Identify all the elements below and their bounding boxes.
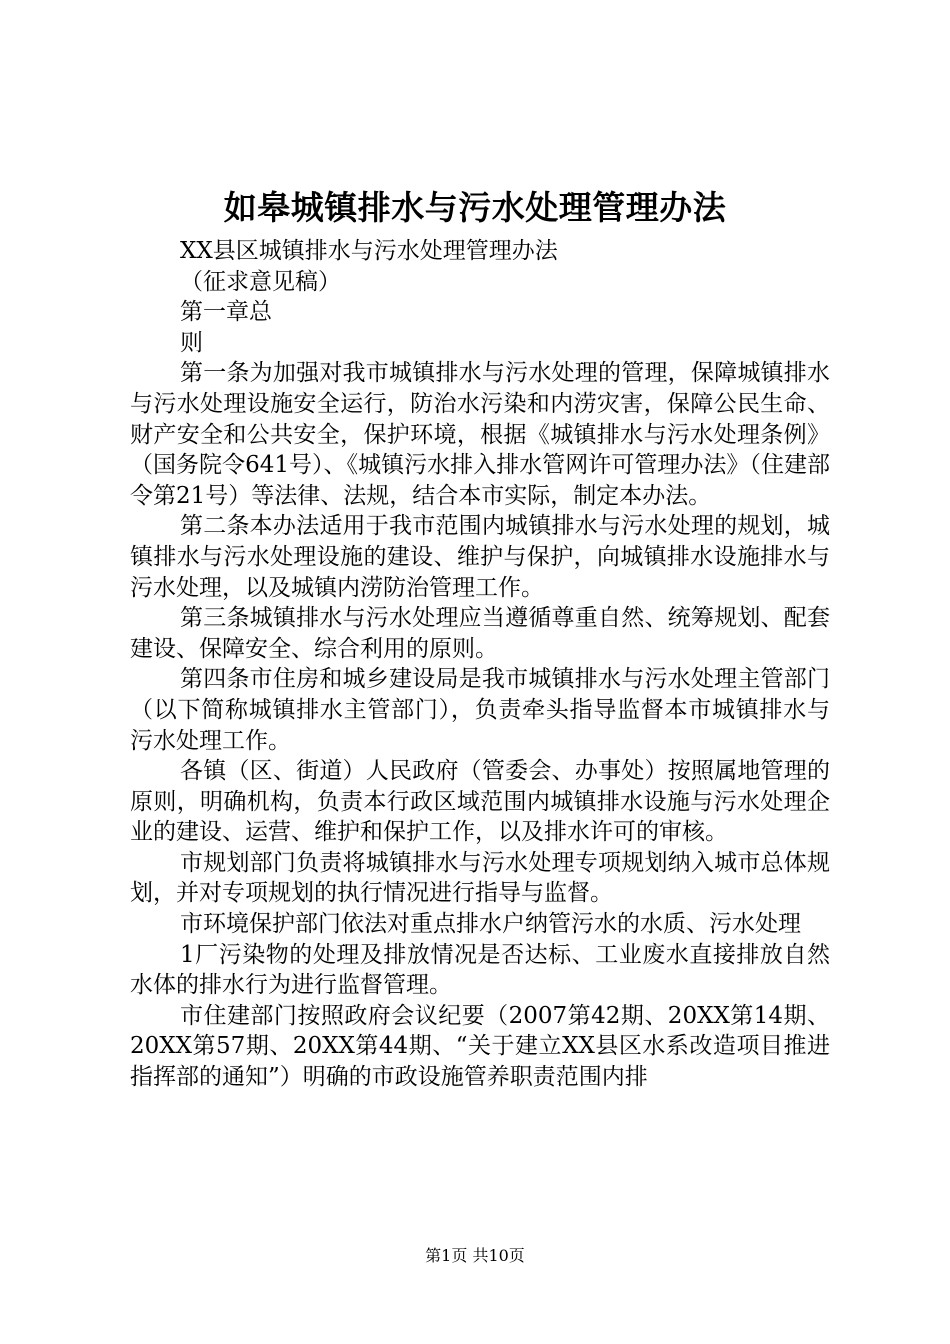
- article-paragraph: 第四条市住房和城乡建设局是我市城镇排水与污水处理主管部门（以下简称城镇排水主管部门），负责牵头指导监督本市城镇排水与污水处理工作。: [130, 666, 830, 754]
- chapter-heading: 第一章总: [180, 299, 272, 326]
- article-paragraph: 第二条本办法适用于我市范围内城镇排水与污水处理的规划，城镇排水与污水处理设施的建设、维护与保护，向城镇排水设施排水与污水处理，以及城镇内涝防治管理工作。: [130, 513, 830, 601]
- chapter-heading-continued: 则: [180, 329, 203, 356]
- article-paragraph: 市环境保护部门依法对重点排水户纳管污水的水质、污水处理: [180, 911, 801, 938]
- draft-note: （征求意见稿）: [180, 268, 341, 295]
- article-paragraph: 第一条为加强对我市城镇排水与污水处理的管理，保障城镇排水与污水处理设施安全运行，防治水污染和内涝灾害，保障公民生命、财产安全和公共安全，保护环境，根据《城镇排水与污水处理条例》（国务院令641号）、《城镇污水排入排水管网许可管理办法》（住建部令第21号）等法律、法规，结合本市实际，制定本办法。: [130, 360, 830, 509]
- document-title: 如皋城镇排水与污水处理管理办法: [223, 188, 727, 227]
- page-indicator: 第1页 共10页: [425, 1246, 525, 1265]
- article-paragraph: 市规划部门负责将城镇排水与污水处理专项规划纳入城市总体规划，并对专项规划的执行情况进行指导与监督。: [130, 849, 830, 907]
- article-paragraph: 第三条城镇排水与污水处理应当遵循尊重自然、统筹规划、配套建设、保障安全、综合利用的原则。: [130, 605, 830, 662]
- document-body: [130, 236, 830, 1093]
- page-footer: [0, 1245, 950, 1267]
- article-paragraph: 市住建部门按照政府会议纪要（2007第42期、20XX第14期、20XX第57期、20XX第44期、“关于建立XX县区水系改造项目推进指挥部的通知”）明确的市政设施管养职责范围内排: [130, 1002, 830, 1091]
- document-subtitle: XX县区城镇排水与污水处理管理办法: [180, 238, 558, 264]
- article-paragraph: 1厂污染物的处理及排放情况是否达标、工业废水直接排放自然水体的排水行为进行监督管理。: [130, 941, 830, 999]
- article-paragraph: 各镇（区、街道）人民政府（管委会、办事处）按照属地管理的原则，明确机构，负责本行政区域范围内城镇排水设施与污水处理企业的建设、运营、维护和保护工作，以及排水许可的审核。: [130, 758, 830, 846]
